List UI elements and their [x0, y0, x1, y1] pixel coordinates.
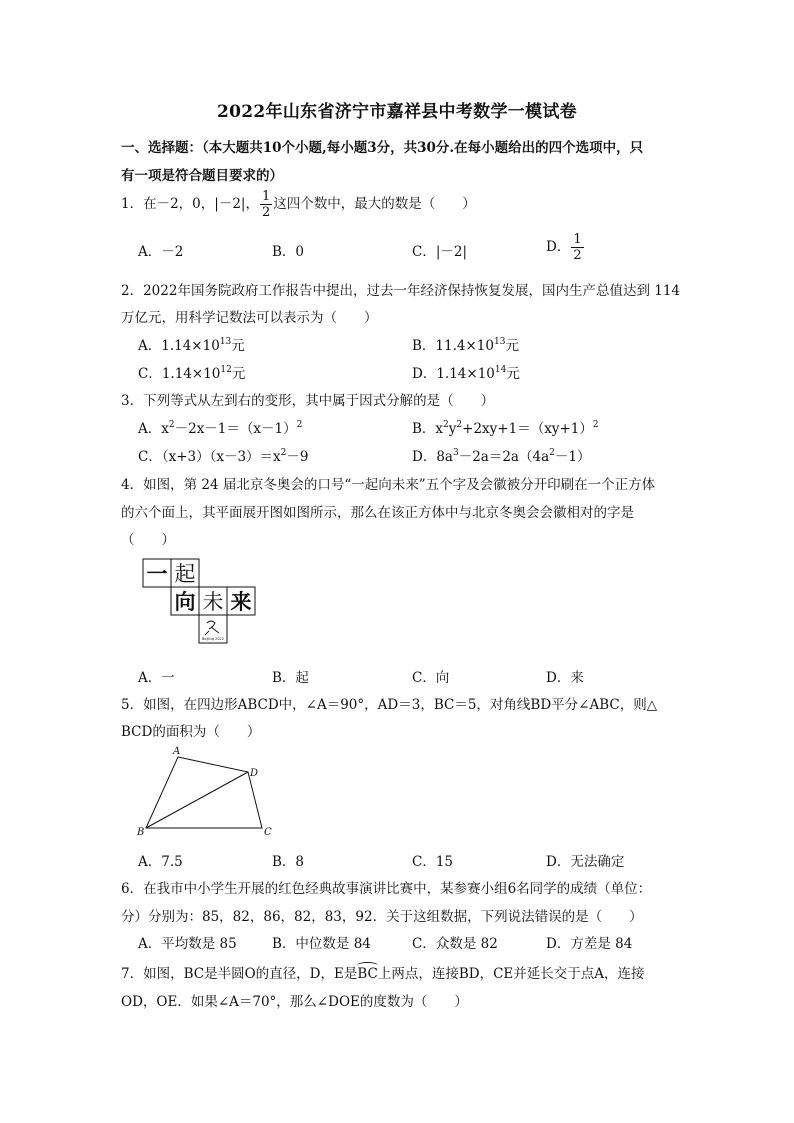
q5-option-c: C．15	[412, 854, 454, 870]
q3-option-a: A．$x^2-2x-1=(x-1)^2$	[138, 420, 303, 437]
q4-option-c: C．向	[412, 670, 450, 686]
vertex-label-a: A	[173, 746, 181, 757]
net-char-4: 未	[202, 590, 224, 614]
question-4-line2: 的六个面上，其平面展开图如图所示，那么在该正方体中与北京冬奥会会徽相对的字是	[121, 505, 634, 521]
net-char-3: 向	[174, 589, 196, 614]
vertex-label-c: C	[264, 827, 272, 838]
q5-option-b: B．8	[272, 854, 305, 870]
q6-option-c: C．众数是 82	[412, 936, 498, 952]
question-5-line1: 5．如图，在四边形ABCD中，∠A＝90°，AD＝3，BC＝5，对角线BD平分∠ABC，则△	[121, 697, 658, 713]
fraction-one-half: $\frac{1}{2}$	[261, 189, 271, 220]
q6-option-d: D．方差是 84	[546, 936, 633, 952]
question-4-line1: 4．如图，第 24 届北京冬奥会的口号“一起向未来”五个字及会徽被分开印刷在一个正方体	[121, 477, 656, 493]
question-5-line2: BCD的面积为（ ）	[121, 724, 261, 740]
q2-option-a: A．$1.14\times 10^{13}$元	[138, 337, 245, 354]
q6-option-b: B．中位数是 84	[272, 936, 371, 952]
net-char-5: 来	[230, 589, 252, 614]
q1-option-a: A．－2	[138, 244, 184, 260]
q1-option-b: B．0	[272, 244, 305, 260]
net-char-1: 一	[146, 561, 168, 586]
q1-option-d: D． $\frac{1}{2}$	[546, 232, 582, 263]
q1-option-c: C．|－2|	[412, 244, 468, 260]
vertex-label-d: D	[250, 768, 259, 779]
q3-option-d: D．$8a^3-2a=2a(4a^2-1)$	[412, 448, 591, 465]
question-4-line3: （ ）	[121, 532, 175, 548]
question-2-line2: 万亿元，用科学记数法可以表示为（ ）	[121, 310, 378, 326]
q3-option-c: C．$(x+3)(x-3)=x^2-9$	[138, 448, 309, 465]
arc-bc: BC	[357, 966, 378, 982]
q2-option-c: C．$1.14\times 10^{12}$元	[138, 365, 246, 382]
section-heading-line1: 一、选择题：（本大题共10个小题,每小题3分，共30分.在每小题给出的四个选项中，只	[121, 140, 644, 156]
q4-option-a: A．一	[138, 670, 175, 686]
question-1-stem: 1．在－2，0，|－2|， $\frac{1}{2}$ 这四个数中，最大的数是（ ）	[121, 189, 476, 220]
question-6-line1: 6．在我市中小学生开展的红色经典故事演讲比赛中，某参赛小组6名同学的成绩（单位：	[121, 881, 652, 897]
svg-text:Beijing 2022: Beijing 2022	[202, 637, 224, 641]
section-heading-line2: 有一项是符合题目要求的）	[121, 168, 283, 184]
question-2-line1: 2．2022年国务院政府工作报告中提出，过去一年经济保持恢复发展，国内生产总值达到 114	[121, 283, 681, 299]
quadrilateral-figure	[134, 744, 284, 844]
page-title: 2022年山东省济宁市嘉祥县中考数学一模试卷	[217, 102, 577, 122]
olympic-emblem-icon	[202, 621, 224, 641]
q5-option-a: A．7.5	[138, 854, 183, 870]
q4-option-b: B．起	[272, 670, 309, 686]
net-char-2: 起	[174, 562, 196, 586]
q2-option-d: D．$1.14\times 10^{14}$元	[412, 365, 520, 382]
question-6-line2: 分）分别为：85，82，86，82，83，92．关于这组数据，下列说法错误的是（ ）	[121, 909, 643, 925]
question-3-stem: 3．下列等式从左到右的变形，其中属于因式分解的是（ ）	[121, 393, 495, 409]
question-7-line1: 7．如图，BC是半圆O的直径，D，E是BC上两点，连接BD，CE并延长交于点A，连接	[121, 966, 645, 982]
vertex-label-b: B	[137, 827, 145, 838]
q3-option-b: B．$x^2y^2+2xy+1=(xy+1)^2$	[412, 420, 599, 437]
q5-option-d: D．无法确定	[546, 854, 625, 870]
question-7-line2: OD，OE．如果∠A＝70°，那么∠DOE的度数为（ ）	[121, 994, 468, 1010]
q2-option-b: B．$11.4\times 10^{13}$元	[412, 337, 519, 354]
cube-net-figure	[141, 557, 261, 647]
q4-option-d: D．来	[546, 670, 584, 686]
q6-option-a: A．平均数是 85	[138, 936, 237, 952]
